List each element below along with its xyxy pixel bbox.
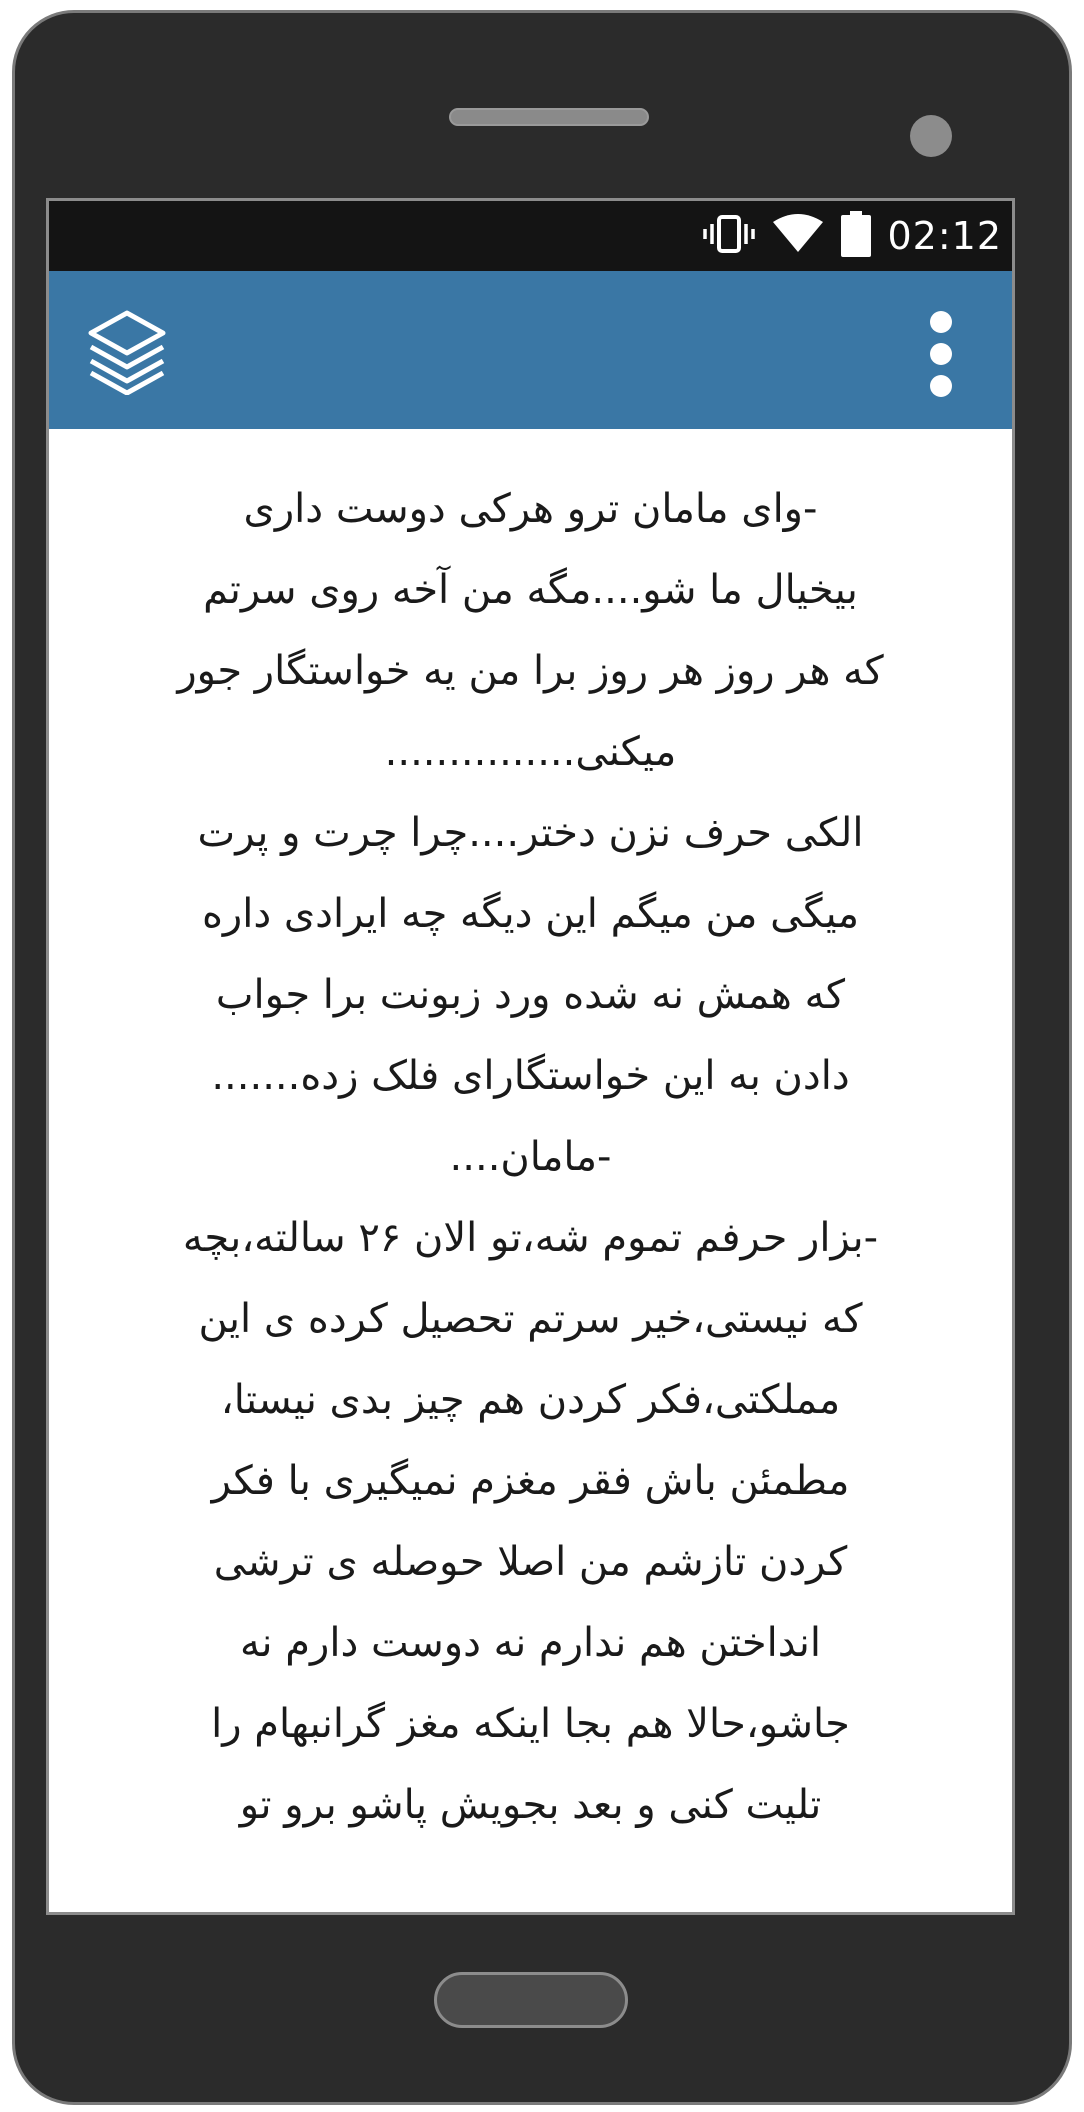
story-line: -مامان.... — [449, 1134, 612, 1180]
status-time: 02:12 — [887, 214, 1002, 258]
story-line: تلیت کنی و بعد بجویش پاشو برو تو — [239, 1782, 822, 1828]
wifi-icon — [771, 214, 825, 258]
menu-dot — [930, 343, 952, 365]
story-line: بیخیال ما شو....مگه من آخه روی سرتم — [203, 567, 858, 613]
story-line: که نیستی،خیر سرتم تحصیل کرده ی این — [198, 1296, 863, 1342]
phone-screen — [46, 198, 1015, 1915]
story-line: میگی من میگم این دیگه چه ایرادی داره — [201, 891, 860, 937]
vibrate-icon — [703, 214, 755, 258]
story-content[interactable] — [49, 429, 1012, 1915]
story-line: کردن تازشم من اصلا حوصله ی ترشی — [213, 1539, 848, 1585]
story-text — [135, 469, 926, 1846]
story-line: -بزار حرفم تموم شه،تو الان ۲۶ سالته،بچه — [182, 1215, 879, 1261]
story-line: که همش نه شده ورد زبونت برا جواب — [215, 972, 846, 1018]
story-line: که هر روز هر روز برا من یه خواستگار جور — [177, 648, 884, 694]
overflow-menu-icon[interactable] — [928, 311, 954, 397]
status-bar — [49, 201, 1012, 271]
menu-dot — [930, 375, 952, 397]
home-button[interactable] — [434, 1972, 628, 2028]
story-line: انداختن هم ندارم نه دوست دارم نه — [239, 1620, 821, 1666]
status-icons — [703, 201, 1002, 271]
menu-dot — [930, 311, 952, 333]
story-line: -وای مامان ترو هرکی دوست داری — [243, 486, 818, 532]
story-line: مملکتی،فکر کردن هم چیز بدی نیستا، — [220, 1377, 841, 1423]
story-line: مطمئن باش فقر مغزم نمیگیری با فکر — [211, 1458, 850, 1504]
app-bar — [49, 271, 1012, 429]
front-camera — [910, 115, 952, 157]
story-line: جاشو،حالا هم بجا اینکه مغز گرانبهام را — [211, 1701, 850, 1747]
layers-icon[interactable] — [87, 309, 167, 395]
story-line: دادن به این خواستگارای فلک زده....... — [211, 1053, 850, 1099]
battery-icon — [841, 211, 871, 261]
earpiece-speaker — [449, 108, 649, 126]
story-line: میکنی............... — [384, 729, 677, 775]
story-line: الکی حرف نزن دختر....چرا چرت و پرت — [197, 810, 864, 856]
